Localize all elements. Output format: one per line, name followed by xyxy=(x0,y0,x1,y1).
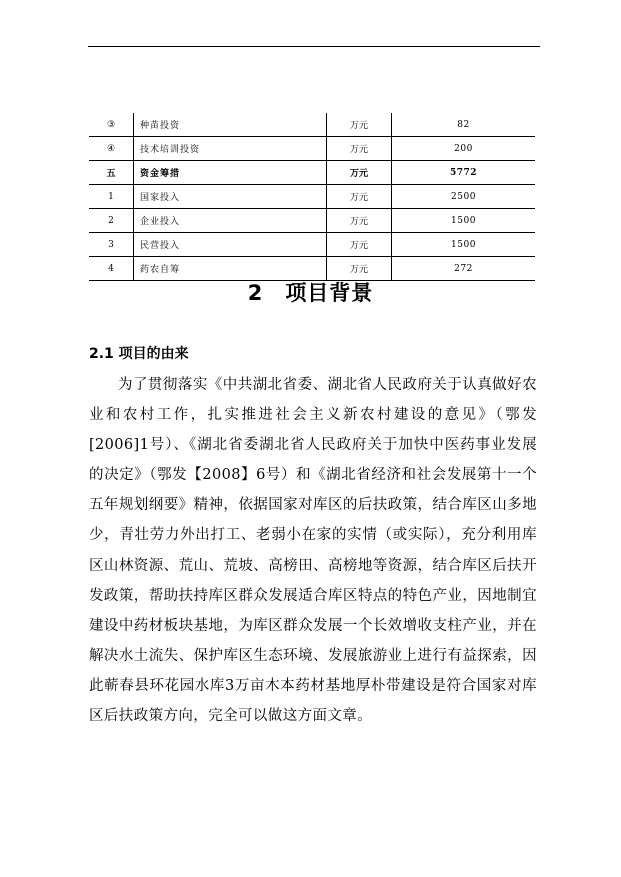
body-paragraph: 为了贯彻落实《中共湖北省委、湖北省人民政府关于认真做好农业和农村工作，扎实推进社会主义新农村建设的意见》（鄂发[2006]1号）、《湖北省委湖北省人民政府关于加快中医药事业发展的决定》（鄂发【2008】6号）和《湖北省经济和社会发展第十一个五年规划纲要》精神，依据国家对库区的后扶政策，结合库区山多地少，青壮劳力外出打工、老弱小在家的实情（或实际），充分利用库区山林资源、荒山、荒坡、高榜田、高榜地等资源，结合库区后扶开发政策，帮助扶持库区群众发展适合库区特点的特色产业，因地制宜建设中药材板块基地，为库区群众发展一个长效增收支柱产业，并在解决水土流失、保护库区生态环境、发展旅游业上进行有益探索，因此蕲春县环花园水库3万亩木本药材基地厚朴带建设是符合国家对库区后扶政策方向，完全可以做这方面文章。 xyxy=(89,377,537,725)
table-row xyxy=(89,113,535,137)
unit-cell: 万元 xyxy=(327,233,392,257)
row-number-cell: 2 xyxy=(89,209,134,233)
section-number: 2 xyxy=(247,281,264,305)
table-row xyxy=(89,137,535,161)
table-row xyxy=(89,185,535,209)
row-number-cell: 1 xyxy=(89,185,134,209)
item-name-cell: 企业投入 xyxy=(134,209,327,233)
unit-cell: 万元 xyxy=(327,137,392,161)
table-row xyxy=(89,161,535,185)
item-name-cell: 资金筹措 xyxy=(134,161,327,185)
row-number-cell: 4 xyxy=(89,257,134,281)
value-cell: 2500 xyxy=(392,185,536,209)
item-name-cell: 民营投入 xyxy=(134,233,327,257)
row-number-cell: 3 xyxy=(89,233,134,257)
item-name-cell: 技术培训投资 xyxy=(134,137,327,161)
value-cell: 1500 xyxy=(392,233,536,257)
unit-cell: 万元 xyxy=(327,209,392,233)
table-row xyxy=(89,233,535,257)
section-heading xyxy=(0,277,621,307)
unit-cell: 万元 xyxy=(327,113,392,137)
budget-table xyxy=(89,113,535,281)
section-title: 项目背景 xyxy=(285,281,374,305)
unit-cell: 万元 xyxy=(327,185,392,209)
row-number-cell: ④ xyxy=(89,137,134,161)
value-cell: 82 xyxy=(392,113,536,137)
unit-cell: 万元 xyxy=(327,257,392,281)
item-name-cell: 药农自筹 xyxy=(134,257,327,281)
row-number-cell: ③ xyxy=(89,113,134,137)
row-number-cell: 五 xyxy=(89,161,134,185)
unit-cell: 万元 xyxy=(327,161,392,185)
item-name-cell: 国家投入 xyxy=(134,185,327,209)
value-cell: 272 xyxy=(392,257,536,281)
header-rule xyxy=(88,46,540,47)
budget-table-body xyxy=(89,113,535,281)
subsection-heading: 2.1 项目的由来 xyxy=(89,346,189,362)
value-cell: 1500 xyxy=(392,209,536,233)
item-name-cell: 种苗投资 xyxy=(134,113,327,137)
table-row xyxy=(89,209,535,233)
value-cell: 5772 xyxy=(392,161,536,185)
value-cell: 200 xyxy=(392,137,536,161)
